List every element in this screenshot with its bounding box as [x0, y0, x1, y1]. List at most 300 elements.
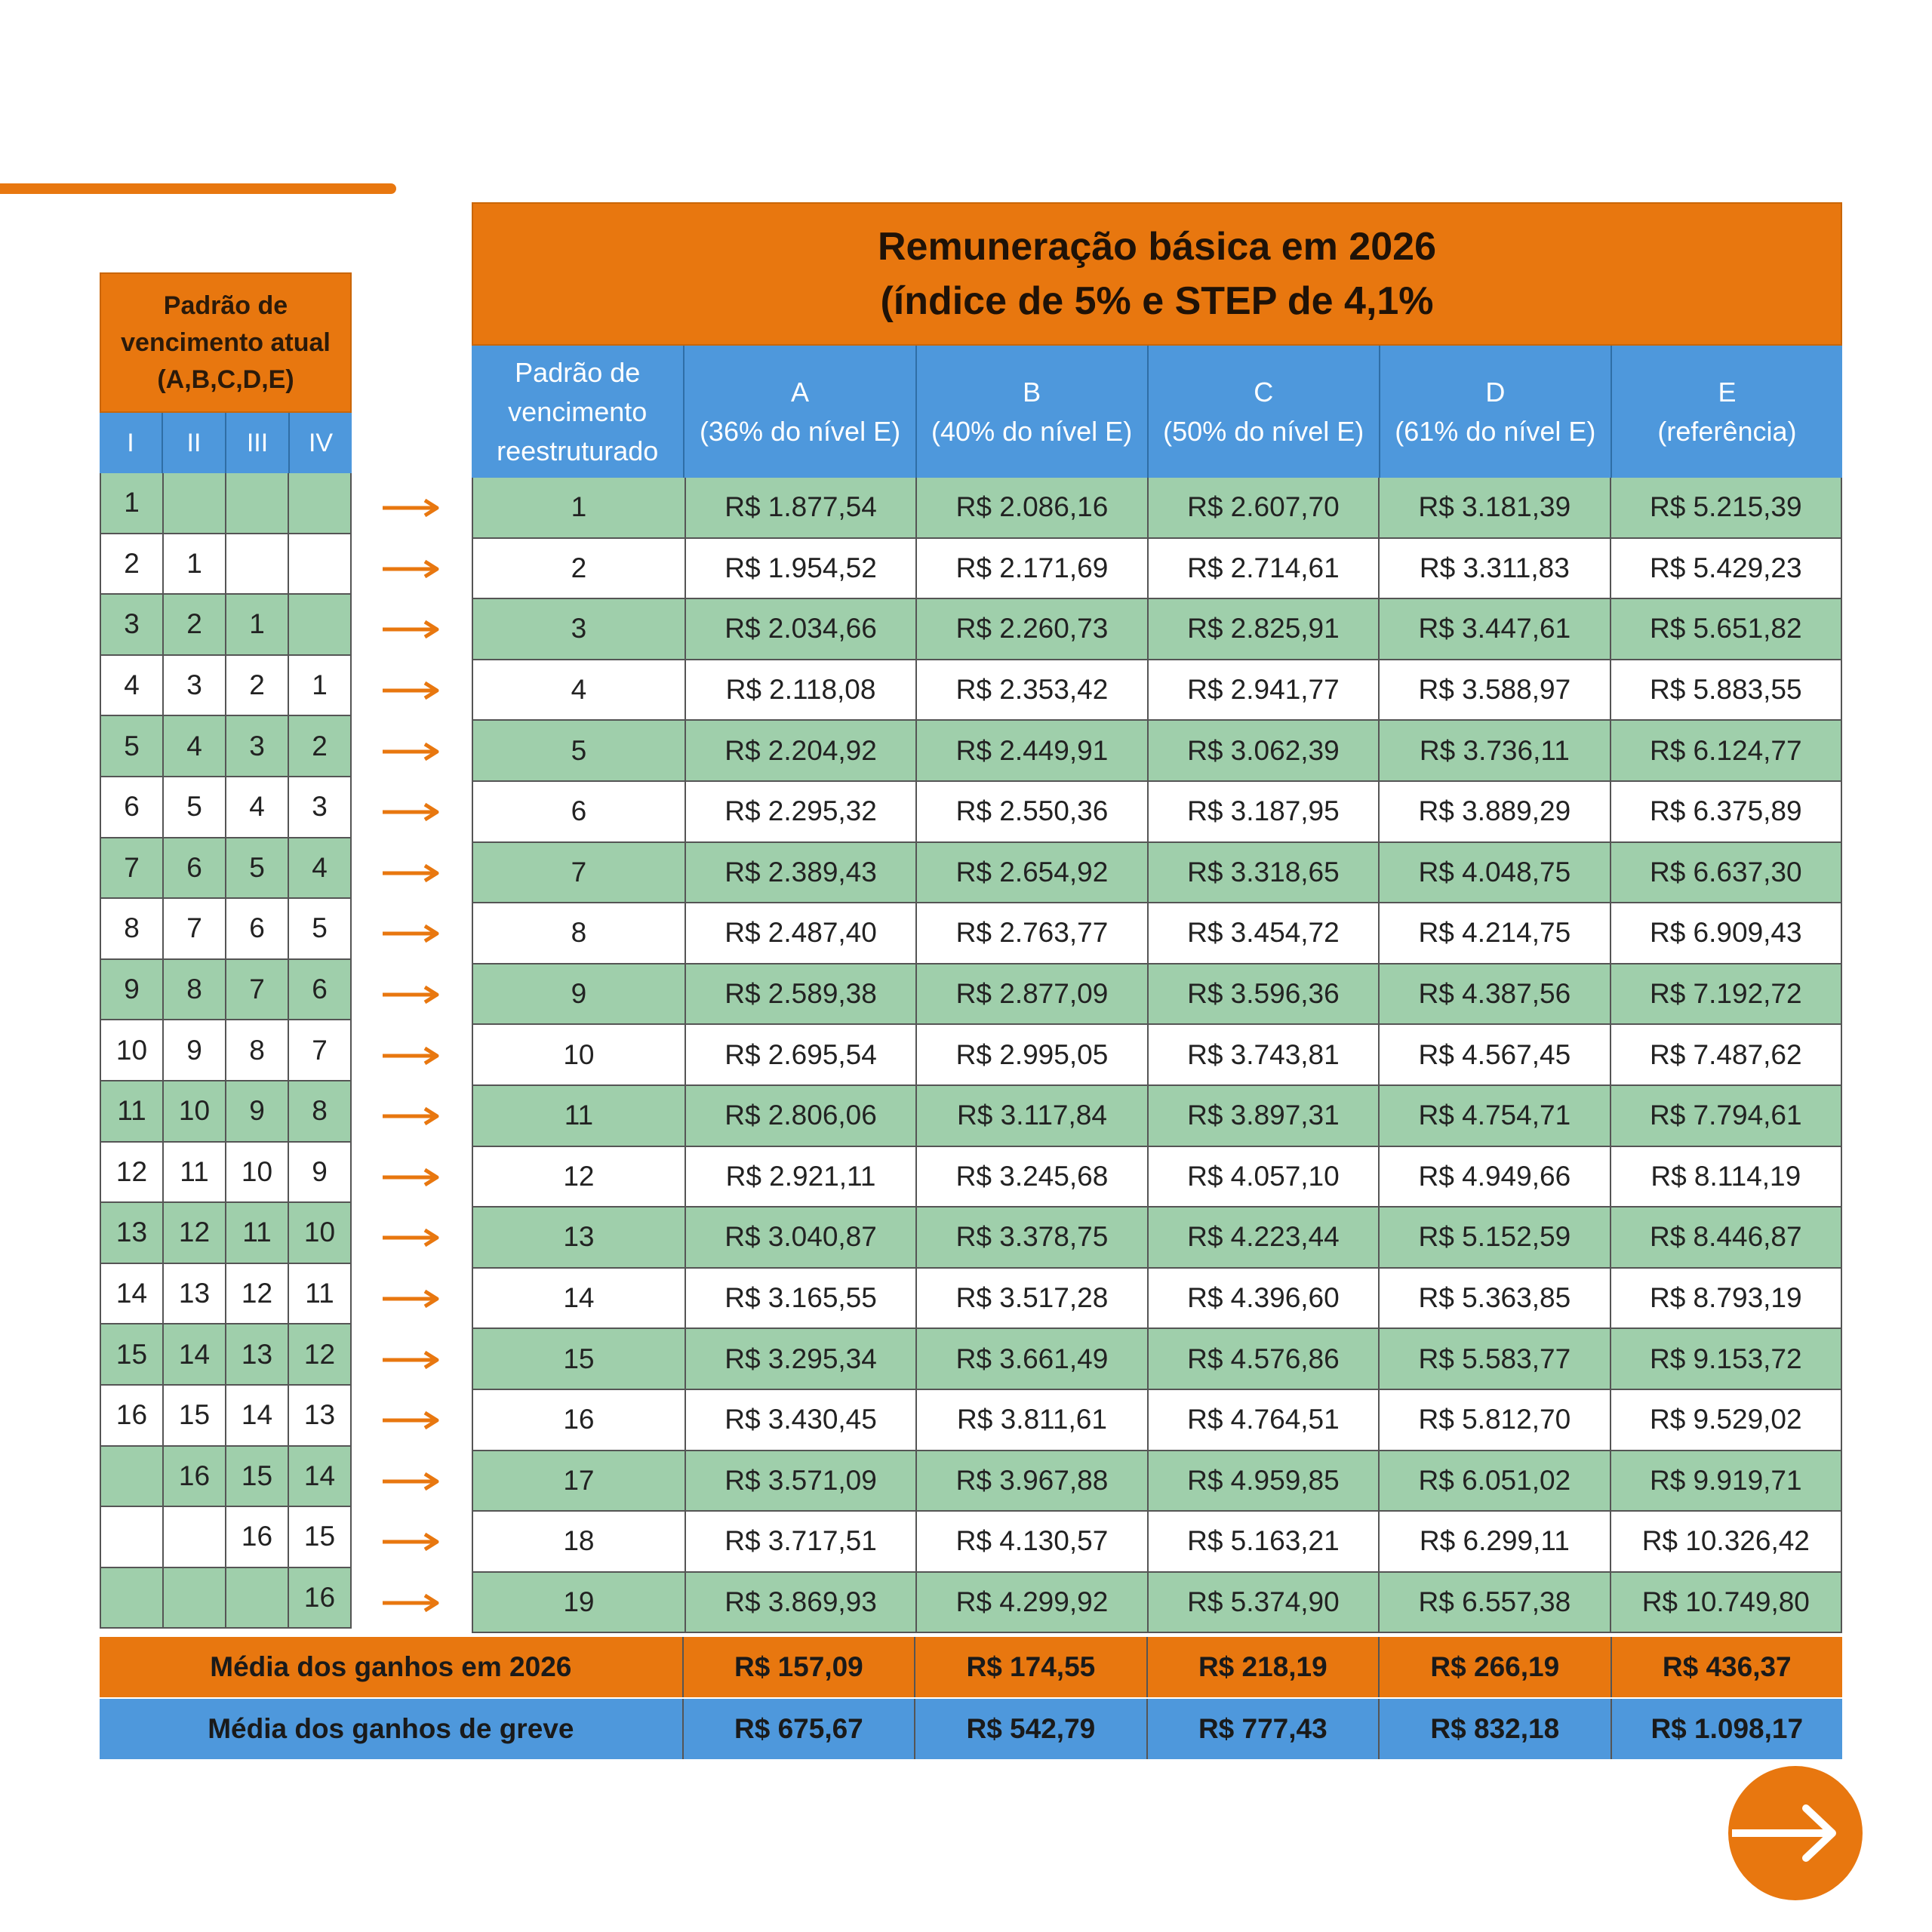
salary-cell: R$ 3.378,75 — [917, 1208, 1148, 1267]
table-row — [100, 1020, 352, 1081]
table-cell: 8 — [164, 960, 226, 1020]
arrow-right-icon — [381, 478, 441, 539]
salary-cell: R$ 10.749,80 — [1611, 1573, 1842, 1632]
salary-cell: R$ 4.048,75 — [1380, 843, 1611, 903]
pattern-cell: 7 — [472, 843, 686, 903]
table-cell: 12 — [289, 1324, 352, 1384]
header-level-b — [917, 346, 1149, 478]
table-cell: 3 — [164, 656, 226, 715]
current-pattern-header — [100, 272, 352, 413]
salary-cell: R$ 3.430,45 — [686, 1390, 917, 1450]
table-cell: 9 — [100, 960, 164, 1020]
table-cell: 11 — [100, 1081, 164, 1141]
salary-cell: R$ 2.034,66 — [686, 599, 917, 659]
table-row — [472, 1329, 1842, 1390]
table-row — [472, 1451, 1842, 1512]
table-cell: 9 — [226, 1081, 289, 1141]
arrow-right-icon — [381, 1086, 441, 1147]
table-cell: 4 — [226, 777, 289, 837]
arrow-right-icon — [381, 1208, 441, 1269]
salary-cell: R$ 4.387,56 — [1380, 964, 1611, 1024]
summary-value: R$ 157,09 — [684, 1637, 915, 1697]
pattern-cell: 19 — [472, 1573, 686, 1632]
table-cell: 5 — [164, 777, 226, 837]
salary-cell: R$ 7.487,62 — [1611, 1025, 1842, 1084]
table-cell: 15 — [289, 1507, 352, 1567]
salary-cell: R$ 2.118,08 — [686, 660, 917, 720]
salary-cell: R$ 3.117,84 — [917, 1086, 1148, 1146]
summary-value: R$ 832,18 — [1380, 1699, 1611, 1759]
table-row — [472, 721, 1842, 782]
table-row — [472, 1025, 1842, 1086]
salary-cell: R$ 4.057,10 — [1149, 1147, 1380, 1207]
header-line: (36% do nível E) — [699, 415, 901, 447]
pattern-cell: 9 — [472, 964, 686, 1024]
table-cell — [100, 1507, 164, 1567]
salary-cell: R$ 3.062,39 — [1149, 721, 1380, 780]
salary-cell: R$ 3.447,61 — [1380, 599, 1611, 659]
summary-value: R$ 174,55 — [915, 1637, 1147, 1697]
salary-cell: R$ 2.995,05 — [917, 1025, 1148, 1084]
salary-cell: R$ 2.086,16 — [917, 478, 1148, 537]
salary-cell: R$ 4.567,45 — [1380, 1025, 1611, 1084]
table-cell: 2 — [226, 656, 289, 715]
table-row — [472, 599, 1842, 660]
table-cell: 3 — [100, 595, 164, 654]
table-row — [100, 1507, 352, 1568]
arrow-right-icon — [381, 1512, 441, 1573]
header-level-e — [1612, 346, 1842, 478]
summary-label: Média dos ganhos em 2026 — [100, 1637, 684, 1697]
table-cell: 16 — [164, 1447, 226, 1506]
table-row — [472, 964, 1842, 1026]
header-line: (referência) — [1657, 415, 1797, 447]
table-cell: 6 — [164, 838, 226, 898]
column-header: IV — [308, 428, 334, 457]
table-cell: 6 — [289, 960, 352, 1020]
table-row — [472, 782, 1842, 843]
table-cell — [164, 1507, 226, 1567]
salary-cell: R$ 3.165,55 — [686, 1269, 917, 1328]
salary-cell: R$ 4.130,57 — [917, 1512, 1148, 1571]
pattern-cell: 14 — [472, 1269, 686, 1328]
table-cell: 7 — [100, 838, 164, 898]
salary-cell: R$ 1.877,54 — [686, 478, 917, 537]
salary-cell: R$ 2.389,43 — [686, 843, 917, 903]
table-cell: 7 — [164, 899, 226, 958]
table-row — [100, 838, 352, 900]
summary-value: R$ 218,19 — [1148, 1637, 1380, 1697]
table-cell: 11 — [289, 1264, 352, 1324]
table-title — [472, 202, 1842, 346]
header-line: D — [1485, 376, 1506, 408]
salary-cell: R$ 5.812,70 — [1380, 1390, 1611, 1450]
table-cell: 2 — [289, 716, 352, 776]
salary-cell: R$ 3.717,51 — [686, 1512, 917, 1571]
header-line: Padrão de — [515, 356, 641, 388]
table-cell: 8 — [100, 899, 164, 958]
salary-table-body — [472, 478, 1842, 1633]
salary-cell: R$ 5.429,23 — [1611, 539, 1842, 598]
summary-value: R$ 436,37 — [1662, 1651, 1792, 1682]
table-row — [472, 1269, 1842, 1330]
table-row — [472, 1208, 1842, 1269]
salary-cell: R$ 3.967,88 — [917, 1451, 1148, 1511]
pattern-cell: 12 — [472, 1147, 686, 1207]
pattern-cell: 18 — [472, 1512, 686, 1571]
salary-cell: R$ 3.040,87 — [686, 1208, 917, 1267]
header-line: reestruturado — [497, 435, 659, 466]
salary-cell: R$ 4.214,75 — [1380, 903, 1611, 963]
salary-cell: R$ 4.396,60 — [1149, 1269, 1380, 1328]
table-cell: 8 — [289, 1081, 352, 1141]
pattern-cell: 4 — [472, 660, 686, 720]
salary-cell: R$ 3.588,97 — [1380, 660, 1611, 720]
header-line: E — [1718, 376, 1737, 408]
header-level-d — [1380, 346, 1612, 478]
salary-cell: R$ 2.171,69 — [917, 539, 1148, 598]
table-cell — [164, 473, 226, 533]
salary-cell: R$ 2.589,38 — [686, 964, 917, 1024]
salary-cell: R$ 8.793,19 — [1611, 1269, 1842, 1328]
table-row — [472, 903, 1842, 964]
table-cell — [226, 534, 289, 594]
arrow-right-icon — [381, 1025, 441, 1086]
salary-cell: R$ 8.114,19 — [1611, 1147, 1842, 1207]
table-row — [100, 1324, 352, 1386]
table-cell: 5 — [289, 899, 352, 958]
table-row — [472, 1512, 1842, 1573]
table-cell: 2 — [164, 595, 226, 654]
salary-cell: R$ 2.550,36 — [917, 782, 1148, 841]
mapping-arrows — [381, 478, 441, 1633]
table-cell: 16 — [289, 1568, 352, 1628]
salary-cell: R$ 9.919,71 — [1611, 1451, 1842, 1511]
table-cell: 1 — [289, 656, 352, 715]
table-cell — [289, 473, 352, 533]
salary-cell: R$ 9.153,72 — [1611, 1329, 1842, 1389]
summary-value: R$ 777,43 — [1148, 1699, 1380, 1759]
salary-cell: R$ 2.941,77 — [1149, 660, 1380, 720]
salary-cell: R$ 9.529,02 — [1611, 1390, 1842, 1450]
salary-cell: R$ 3.311,83 — [1380, 539, 1611, 598]
salary-cell: R$ 3.596,36 — [1149, 964, 1380, 1024]
salary-cell: R$ 5.215,39 — [1611, 478, 1842, 537]
arrow-right-icon — [381, 903, 441, 964]
arrow-right-icon — [381, 782, 441, 843]
table-cell: 12 — [226, 1264, 289, 1324]
table-cell: 16 — [226, 1507, 289, 1567]
table-cell: 12 — [164, 1203, 226, 1263]
table-cell — [289, 534, 352, 594]
current-pattern-header-line: vencimento atual — [121, 328, 331, 357]
salary-cell: R$ 3.736,11 — [1380, 721, 1611, 780]
salary-cell: R$ 2.877,09 — [917, 964, 1148, 1024]
arrow-right-icon — [381, 1573, 441, 1634]
salary-cell: R$ 3.889,29 — [1380, 782, 1611, 841]
table-row — [100, 473, 352, 534]
column-header: II — [163, 413, 226, 473]
arrow-right-icon — [381, 1269, 441, 1330]
table-cell: 15 — [100, 1324, 164, 1384]
table-cell: 3 — [226, 716, 289, 776]
table-row — [472, 478, 1842, 539]
summary-value: R$ 675,67 — [684, 1699, 915, 1759]
salary-cell: R$ 3.743,81 — [1149, 1025, 1380, 1084]
arrow-right-icon — [381, 964, 441, 1026]
next-button[interactable] — [1728, 1766, 1863, 1900]
salary-cell: R$ 2.921,11 — [686, 1147, 917, 1207]
arrow-right-icon — [381, 1390, 441, 1451]
arrow-right-icon — [381, 843, 441, 904]
salary-cell: R$ 7.794,61 — [1611, 1086, 1842, 1146]
salary-cell: R$ 4.949,66 — [1380, 1147, 1611, 1207]
decorative-orange-line — [0, 183, 396, 194]
salary-cell: R$ 3.295,34 — [686, 1329, 917, 1389]
salary-table-header — [472, 346, 1842, 478]
table-cell: 4 — [289, 838, 352, 898]
table-row — [100, 1447, 352, 1508]
header-line: (40% do nível E) — [931, 415, 1133, 447]
salary-cell: R$ 6.909,43 — [1611, 903, 1842, 963]
table-cell — [164, 1568, 226, 1628]
salary-cell: R$ 3.181,39 — [1380, 478, 1611, 537]
table-cell: 9 — [164, 1020, 226, 1080]
table-title-line1: Remuneração básica em 2026 — [878, 225, 1436, 269]
salary-cell: R$ 7.192,72 — [1611, 964, 1842, 1024]
salary-cell: R$ 5.163,21 — [1149, 1512, 1380, 1571]
salary-cell: R$ 3.517,28 — [917, 1269, 1148, 1328]
column-header: III — [226, 413, 290, 473]
salary-cell: R$ 6.299,11 — [1380, 1512, 1611, 1571]
table-cell: 3 — [289, 777, 352, 837]
table-cell: 10 — [289, 1203, 352, 1263]
table-cell: 14 — [100, 1264, 164, 1324]
table-cell: 14 — [226, 1386, 289, 1445]
table-row — [472, 1147, 1842, 1208]
table-cell: 5 — [100, 716, 164, 776]
header-level-a — [685, 346, 916, 478]
salary-cell: R$ 10.326,42 — [1611, 1512, 1842, 1571]
salary-cell: R$ 3.571,09 — [686, 1451, 917, 1511]
summary-value: R$ 1.098,17 — [1651, 1713, 1804, 1744]
pattern-cell: 6 — [472, 782, 686, 841]
header-line: C — [1254, 376, 1274, 408]
table-row — [100, 656, 352, 717]
table-row — [472, 843, 1842, 904]
salary-cell: R$ 5.883,55 — [1611, 660, 1842, 720]
salary-cell: R$ 3.318,65 — [1149, 843, 1380, 903]
salary-cell: R$ 3.897,31 — [1149, 1086, 1380, 1146]
table-row — [100, 1081, 352, 1143]
table-cell: 13 — [164, 1264, 226, 1324]
table-row — [472, 1573, 1842, 1634]
salary-cell: R$ 4.764,51 — [1149, 1390, 1380, 1450]
header-line: (61% do nível E) — [1395, 415, 1596, 447]
salary-cell: R$ 3.454,72 — [1149, 903, 1380, 963]
pattern-cell: 13 — [472, 1208, 686, 1267]
table-cell: 8 — [226, 1020, 289, 1080]
table-cell: 9 — [289, 1143, 352, 1202]
salary-cell: R$ 4.223,44 — [1149, 1208, 1380, 1267]
table-cell: 16 — [100, 1386, 164, 1445]
salary-cell: R$ 4.754,71 — [1380, 1086, 1611, 1146]
table-cell: 2 — [100, 534, 164, 594]
table-row — [100, 716, 352, 777]
table-row — [100, 1143, 352, 1204]
current-pattern-header-line: (A,B,C,D,E) — [157, 365, 294, 394]
salary-cell: R$ 4.576,86 — [1149, 1329, 1380, 1389]
table-cell: 13 — [289, 1386, 352, 1445]
summary-label: Média dos ganhos de greve — [100, 1699, 684, 1759]
table-row — [472, 1390, 1842, 1451]
pattern-cell: 1 — [472, 478, 686, 537]
current-pattern-header-line: Padrão de — [163, 291, 288, 320]
arrow-right-icon — [381, 539, 441, 600]
salary-cell: R$ 5.374,90 — [1149, 1573, 1380, 1632]
table-title-line2: (índice de 5% e STEP de 4,1% — [880, 279, 1434, 323]
salary-cell: R$ 2.449,91 — [917, 721, 1148, 780]
table-cell: 1 — [164, 534, 226, 594]
salary-cell: R$ 1.954,52 — [686, 539, 917, 598]
table-row — [472, 539, 1842, 600]
salary-cell: R$ 2.806,06 — [686, 1086, 917, 1146]
table-cell: 10 — [100, 1020, 164, 1080]
pattern-cell: 5 — [472, 721, 686, 780]
table-cell: 14 — [289, 1447, 352, 1506]
header-line: vencimento — [508, 395, 648, 427]
header-line: B — [1023, 376, 1041, 408]
pattern-cell: 2 — [472, 539, 686, 598]
salary-cell: R$ 5.152,59 — [1380, 1208, 1611, 1267]
salary-cell: R$ 2.654,92 — [917, 843, 1148, 903]
salary-cell: R$ 3.245,68 — [917, 1147, 1148, 1207]
table-cell: 4 — [100, 656, 164, 715]
table-cell: 14 — [164, 1324, 226, 1384]
table-cell: 11 — [226, 1203, 289, 1263]
salary-cell: R$ 2.714,61 — [1149, 539, 1380, 598]
pattern-cell: 17 — [472, 1451, 686, 1511]
salary-cell: R$ 2.295,32 — [686, 782, 917, 841]
salary-cell: R$ 6.375,89 — [1611, 782, 1842, 841]
table-cell: 15 — [226, 1447, 289, 1506]
salary-cell: R$ 8.446,87 — [1611, 1208, 1842, 1267]
table-cell: 10 — [226, 1143, 289, 1202]
table-cell: 15 — [164, 1386, 226, 1445]
table-cell — [100, 1568, 164, 1628]
salary-cell: R$ 2.695,54 — [686, 1025, 917, 1084]
salary-cell: R$ 6.124,77 — [1611, 721, 1842, 780]
table-cell: 11 — [164, 1143, 226, 1202]
header-line: A — [791, 376, 810, 408]
table-row — [100, 960, 352, 1021]
table-row — [100, 1386, 352, 1447]
pattern-cell: 10 — [472, 1025, 686, 1084]
table-cell: 7 — [226, 960, 289, 1020]
table-row — [472, 660, 1842, 721]
arrow-right-icon — [381, 1147, 441, 1208]
header-level-c — [1149, 346, 1380, 478]
table-row — [100, 1264, 352, 1325]
salary-cell: R$ 6.557,38 — [1380, 1573, 1611, 1632]
salary-cell: R$ 3.661,49 — [917, 1329, 1148, 1389]
pattern-cell: 15 — [472, 1329, 686, 1389]
table-row — [100, 1568, 352, 1629]
pattern-cell: 11 — [472, 1086, 686, 1146]
table-cell: 4 — [164, 716, 226, 776]
arrow-right-icon — [381, 1329, 441, 1390]
table-row — [100, 777, 352, 838]
pattern-cell: 3 — [472, 599, 686, 659]
table-cell: 13 — [226, 1324, 289, 1384]
salary-cell: R$ 2.607,70 — [1149, 478, 1380, 537]
table-cell: 6 — [100, 777, 164, 837]
header-line: (50% do nível E) — [1163, 415, 1364, 447]
table-cell: 10 — [164, 1081, 226, 1141]
salary-table — [472, 202, 1842, 1633]
table-row — [100, 534, 352, 595]
salary-cell: R$ 2.487,40 — [686, 903, 917, 963]
salary-cell: R$ 3.187,95 — [1149, 782, 1380, 841]
salary-cell: R$ 5.363,85 — [1380, 1269, 1611, 1328]
table-row — [100, 899, 352, 960]
table-cell: 7 — [289, 1020, 352, 1080]
table-cell: 6 — [226, 899, 289, 958]
salary-cell: R$ 5.583,77 — [1380, 1329, 1611, 1389]
salary-cell: R$ 2.825,91 — [1149, 599, 1380, 659]
table-cell: 1 — [226, 595, 289, 654]
table-row — [472, 1086, 1842, 1147]
current-pattern-table — [100, 272, 352, 1629]
arrow-right-icon — [1732, 1799, 1845, 1867]
table-cell: 5 — [226, 838, 289, 898]
salary-cell: R$ 2.763,77 — [917, 903, 1148, 963]
header-restructured-pattern — [472, 346, 685, 478]
table-cell — [289, 595, 352, 654]
table-cell: 1 — [100, 473, 164, 533]
arrow-right-icon — [381, 599, 441, 660]
salary-cell: R$ 3.869,93 — [686, 1573, 917, 1632]
summary-value: R$ 542,79 — [915, 1699, 1147, 1759]
salary-cell: R$ 4.299,92 — [917, 1573, 1148, 1632]
table-cell — [226, 473, 289, 533]
salary-cell: R$ 3.811,61 — [917, 1390, 1148, 1450]
salary-cell: R$ 6.637,30 — [1611, 843, 1842, 903]
column-header: I — [100, 413, 163, 473]
roman-columns-header — [100, 413, 352, 473]
pattern-cell: 8 — [472, 903, 686, 963]
salary-cell: R$ 2.204,92 — [686, 721, 917, 780]
arrow-right-icon — [381, 721, 441, 782]
salary-cell: R$ 2.260,73 — [917, 599, 1148, 659]
salary-cell: R$ 5.651,82 — [1611, 599, 1842, 659]
arrow-right-icon — [381, 1451, 441, 1512]
table-cell — [226, 1568, 289, 1628]
average-gains-2026-row — [100, 1637, 1842, 1697]
arrow-right-icon — [381, 660, 441, 721]
salary-cell: R$ 6.051,02 — [1380, 1451, 1611, 1511]
table-row — [100, 1203, 352, 1264]
current-pattern-body — [100, 473, 352, 1629]
salary-cell: R$ 4.959,85 — [1149, 1451, 1380, 1511]
salary-cell: R$ 2.353,42 — [917, 660, 1148, 720]
table-row — [100, 595, 352, 656]
table-cell — [100, 1447, 164, 1506]
average-strike-gains-row — [100, 1699, 1842, 1759]
table-cell: 12 — [100, 1143, 164, 1202]
table-cell: 13 — [100, 1203, 164, 1263]
summary-value: R$ 266,19 — [1380, 1637, 1611, 1697]
